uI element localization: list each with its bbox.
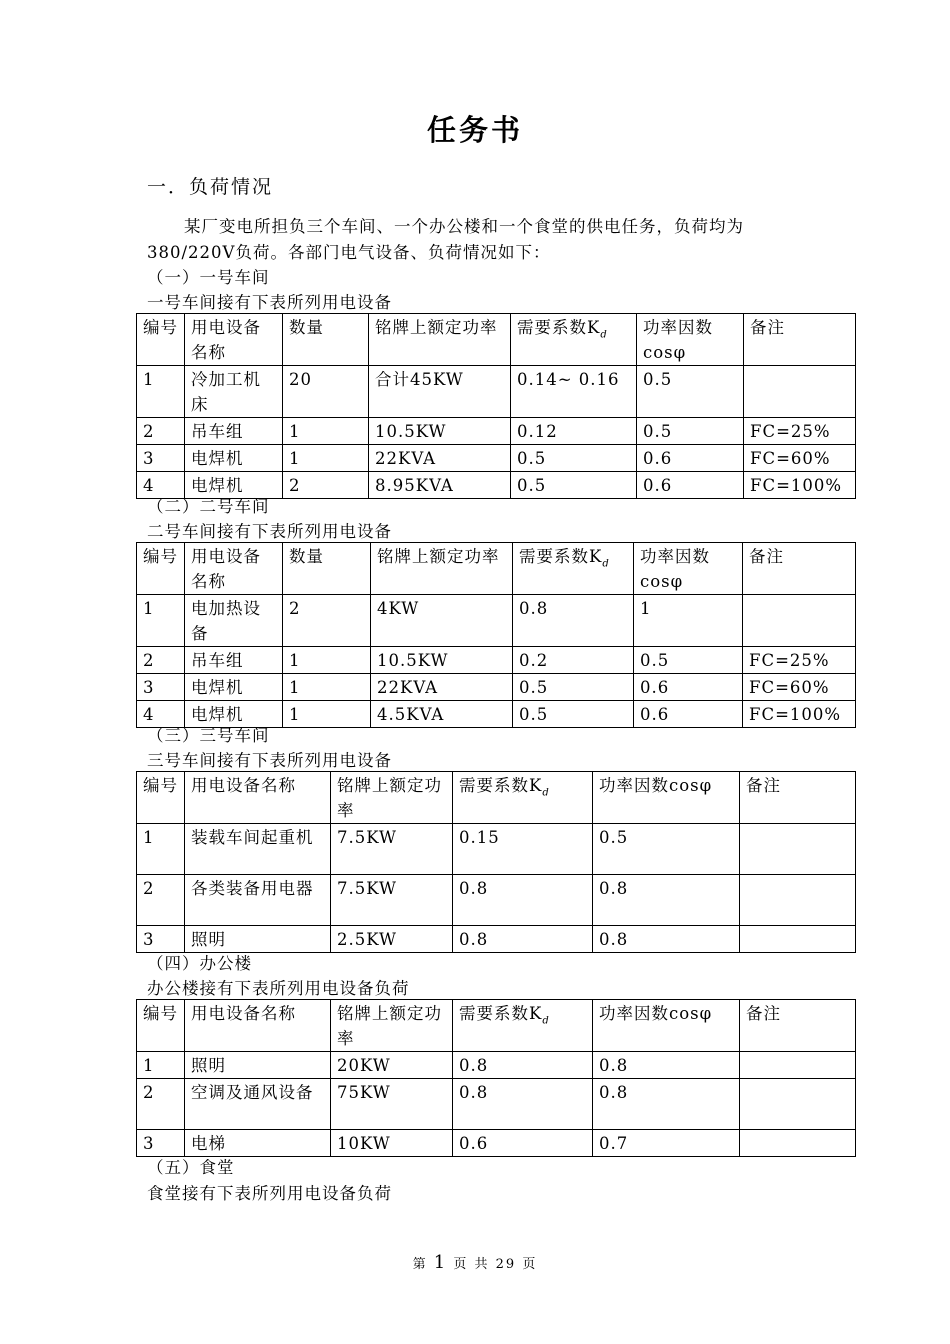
table-cell: 冷加工机床 <box>185 366 283 418</box>
header-cell <box>637 314 744 366</box>
table-cell: 0.6 <box>453 1130 593 1157</box>
table-cell: 合计45KW <box>369 366 511 418</box>
table-cell: 1 <box>137 366 185 418</box>
table-cell: 2 <box>137 875 185 926</box>
table-row <box>137 674 856 701</box>
table-cell: 2 <box>137 647 185 674</box>
table-cell: 0.2 <box>513 647 634 674</box>
header-label: 用电设备名称 <box>191 1004 296 1023</box>
table-header-row <box>137 543 856 595</box>
header-label: 需要系数K <box>519 547 603 566</box>
header-cell <box>331 1000 453 1052</box>
header-label: 功率因数cosφ <box>599 1004 713 1023</box>
table-cell: 7.5KW <box>331 875 453 926</box>
table-cell: FC=60% <box>743 674 856 701</box>
intro-line-1: 某厂变电所担负三个车间、一个办公楼和一个食堂的供电任务，负荷均为 <box>184 217 744 236</box>
table-cell: 4.5KVA <box>371 701 513 728</box>
header-cell <box>593 772 740 824</box>
table-cell: 7.5KW <box>331 824 453 875</box>
header-cell <box>137 543 185 595</box>
office-caption: 办公楼接有下表所列用电设备负荷 <box>147 979 410 998</box>
workshop2-heading: （二）二号车间 <box>147 497 270 516</box>
table-cell: 0.8 <box>593 1052 740 1079</box>
table-cell: 0.5 <box>511 445 637 472</box>
canteen-heading: （五）食堂 <box>147 1158 235 1177</box>
table-row <box>137 445 856 472</box>
table-cell: 3 <box>137 674 185 701</box>
kd-subscript: d <box>542 1015 550 1027</box>
header-cell <box>743 543 856 595</box>
header-label: 编号 <box>143 547 178 566</box>
table-header-row <box>137 1000 856 1052</box>
section-heading-load: 一．负荷情况 <box>147 176 274 198</box>
header-label: 用电设备名称 <box>191 547 261 591</box>
table-cell: 3 <box>137 926 185 953</box>
header-cell <box>593 1000 740 1052</box>
table-cell: 0.8 <box>593 926 740 953</box>
header-label: 铭牌上额定功率 <box>337 776 442 820</box>
workshop3-heading: （三）三号车间 <box>147 726 270 745</box>
header-cell <box>283 314 369 366</box>
header-label: 备注 <box>750 318 785 337</box>
table-row <box>137 926 856 953</box>
table-cell: 4KW <box>371 595 513 647</box>
table-cell <box>743 595 856 647</box>
workshop3-table <box>136 771 856 953</box>
header-label: 备注 <box>746 776 781 795</box>
table-row <box>137 1052 856 1079</box>
table-cell: 0.6 <box>637 445 744 472</box>
table-cell: 2.5KW <box>331 926 453 953</box>
header-label: 需要系数K <box>459 1004 543 1023</box>
table-cell <box>740 926 856 953</box>
table-row <box>137 647 856 674</box>
header-label: 功率因数cosφ <box>640 547 710 591</box>
table-cell: 10.5KW <box>369 418 511 445</box>
header-cell <box>744 314 856 366</box>
header-cell <box>185 772 331 824</box>
header-cell <box>185 1000 331 1052</box>
table-cell: FC=100% <box>744 472 856 499</box>
table-cell: FC=25% <box>743 647 856 674</box>
table-cell: 2 <box>283 595 371 647</box>
footer-middle: 页 共 <box>453 1257 490 1272</box>
table-row <box>137 418 856 445</box>
table-cell: 0.5 <box>634 647 743 674</box>
header-label: 功率因数cosφ <box>599 776 713 795</box>
table-cell: 75KW <box>331 1079 453 1130</box>
table-cell: 0.5 <box>637 418 744 445</box>
table-row <box>137 366 856 418</box>
table-cell: 各类装备用电器 <box>185 875 331 926</box>
table-cell: 照明 <box>185 926 331 953</box>
table-cell: 0.5 <box>513 674 634 701</box>
table-cell: 2 <box>137 1079 185 1130</box>
kd-subscript: d <box>600 329 608 341</box>
kd-subscript: d <box>542 787 550 799</box>
header-label: 数量 <box>289 547 324 566</box>
table-cell: 电梯 <box>185 1130 331 1157</box>
header-label: 铭牌上额定功率 <box>377 547 500 566</box>
table-cell: 0.5 <box>513 701 634 728</box>
intro-line-2: 380/220V负荷。各部门电气设备、负荷情况如下： <box>147 243 551 262</box>
header-cell <box>137 1000 185 1052</box>
table-cell: 1 <box>137 824 185 875</box>
table-cell <box>740 1079 856 1130</box>
table-cell: 1 <box>283 418 369 445</box>
table-cell: 8.95KVA <box>369 472 511 499</box>
table-cell: 0.8 <box>593 875 740 926</box>
header-label: 需要系数K <box>517 318 601 337</box>
table-cell: 0.12 <box>511 418 637 445</box>
table-cell: 1 <box>283 445 369 472</box>
table-cell: 1 <box>283 701 371 728</box>
table-cell: 电焊机 <box>185 445 283 472</box>
table-cell <box>740 875 856 926</box>
table-cell <box>740 1052 856 1079</box>
document-title: 任务书 <box>426 113 523 147</box>
table-row <box>137 824 856 875</box>
workshop1-heading: （一）一号车间 <box>147 268 270 287</box>
table-cell: 电焊机 <box>185 472 283 499</box>
table-cell: 0.8 <box>513 595 634 647</box>
table-cell: 20 <box>283 366 369 418</box>
table-cell: 0.6 <box>634 701 743 728</box>
header-cell <box>453 1000 593 1052</box>
header-cell <box>740 1000 856 1052</box>
header-label: 编号 <box>143 1004 178 1023</box>
table-cell: 0.5 <box>511 472 637 499</box>
header-cell <box>369 314 511 366</box>
table-cell: 0.6 <box>637 472 744 499</box>
header-label: 数量 <box>289 318 324 337</box>
table-cell: 照明 <box>185 1052 331 1079</box>
table-cell <box>740 1130 856 1157</box>
table-cell: 4 <box>137 701 185 728</box>
header-label: 备注 <box>746 1004 781 1023</box>
header-cell <box>740 772 856 824</box>
table-cell: 电加热设备 <box>185 595 283 647</box>
table-cell: 3 <box>137 1130 185 1157</box>
table-cell: 0.8 <box>453 1052 593 1079</box>
header-cell <box>185 543 283 595</box>
table-row <box>137 875 856 926</box>
table-cell: 3 <box>137 445 185 472</box>
table-cell: 22KVA <box>371 674 513 701</box>
table-cell: 1 <box>283 674 371 701</box>
header-cell <box>185 314 283 366</box>
header-cell <box>331 772 453 824</box>
table-cell: 2 <box>283 472 369 499</box>
header-label: 用电设备名称 <box>191 776 296 795</box>
table-header-row <box>137 314 856 366</box>
table-row <box>137 1130 856 1157</box>
table-cell: 电焊机 <box>185 674 283 701</box>
header-label: 需要系数K <box>459 776 543 795</box>
table-cell: FC=25% <box>744 418 856 445</box>
header-label: 功率因数cosφ <box>643 318 713 362</box>
office-table <box>136 999 856 1157</box>
header-cell <box>513 543 634 595</box>
office-heading: （四）办公楼 <box>147 954 252 973</box>
workshop1-caption: 一号车间接有下表所列用电设备 <box>147 293 392 312</box>
header-label: 编号 <box>143 318 178 337</box>
table-cell: 0.8 <box>453 875 593 926</box>
header-cell <box>137 772 185 824</box>
table-cell: 装载车间起重机 <box>185 824 331 875</box>
header-cell <box>453 772 593 824</box>
canteen-caption: 食堂接有下表所列用电设备负荷 <box>147 1184 392 1203</box>
table-cell: 吊车组 <box>185 647 283 674</box>
table-cell: FC=60% <box>744 445 856 472</box>
header-label: 编号 <box>143 776 178 795</box>
table-cell: 20KW <box>331 1052 453 1079</box>
table-cell: 0.6 <box>634 674 743 701</box>
table-cell: 1 <box>283 647 371 674</box>
table-cell: 10KW <box>331 1130 453 1157</box>
table-cell: 0.8 <box>593 1079 740 1130</box>
kd-subscript: d <box>602 558 610 570</box>
intro-paragraph <box>147 214 827 239</box>
header-cell <box>511 314 637 366</box>
workshop1-table <box>136 313 856 499</box>
footer-page-number: 1 <box>433 1252 448 1273</box>
table-cell: 0.8 <box>453 1079 593 1130</box>
table-cell: 4 <box>137 472 185 499</box>
table-cell: 0.7 <box>593 1130 740 1157</box>
page-footer <box>0 1252 950 1273</box>
table-cell: 22KVA <box>369 445 511 472</box>
header-cell <box>634 543 743 595</box>
workshop2-caption: 二号车间接有下表所列用电设备 <box>147 522 392 541</box>
header-label: 备注 <box>749 547 784 566</box>
table-cell: 1 <box>137 595 185 647</box>
table-cell: 10.5KW <box>371 647 513 674</box>
workshop2-table <box>136 542 856 728</box>
table-cell: 0.5 <box>637 366 744 418</box>
table-cell <box>740 824 856 875</box>
header-label: 铭牌上额定功率 <box>337 1004 442 1048</box>
table-row <box>137 1079 856 1130</box>
header-label: 用电设备名称 <box>191 318 261 362</box>
footer-total-pages: 29 <box>495 1257 517 1272</box>
header-cell <box>283 543 371 595</box>
table-cell: 0.15 <box>453 824 593 875</box>
footer-suffix: 页 <box>522 1257 538 1272</box>
header-label: 铭牌上额定功率 <box>375 318 498 337</box>
header-cell <box>371 543 513 595</box>
table-cell: FC=100% <box>743 701 856 728</box>
table-header-row <box>137 772 856 824</box>
table-cell: 空调及通风设备 <box>185 1079 331 1130</box>
table-cell: 电焊机 <box>185 701 283 728</box>
table-cell: 2 <box>137 418 185 445</box>
table-cell: 1 <box>137 1052 185 1079</box>
table-cell: 吊车组 <box>185 418 283 445</box>
table-cell: 0.5 <box>593 824 740 875</box>
table-cell: 1 <box>634 595 743 647</box>
table-row <box>137 595 856 647</box>
table-cell: 0.8 <box>453 926 593 953</box>
workshop3-caption: 三号车间接有下表所列用电设备 <box>147 751 392 770</box>
footer-prefix: 第 <box>412 1257 428 1272</box>
header-cell <box>137 314 185 366</box>
table-cell: 0.14~ 0.16 <box>511 366 637 418</box>
table-cell <box>744 366 856 418</box>
